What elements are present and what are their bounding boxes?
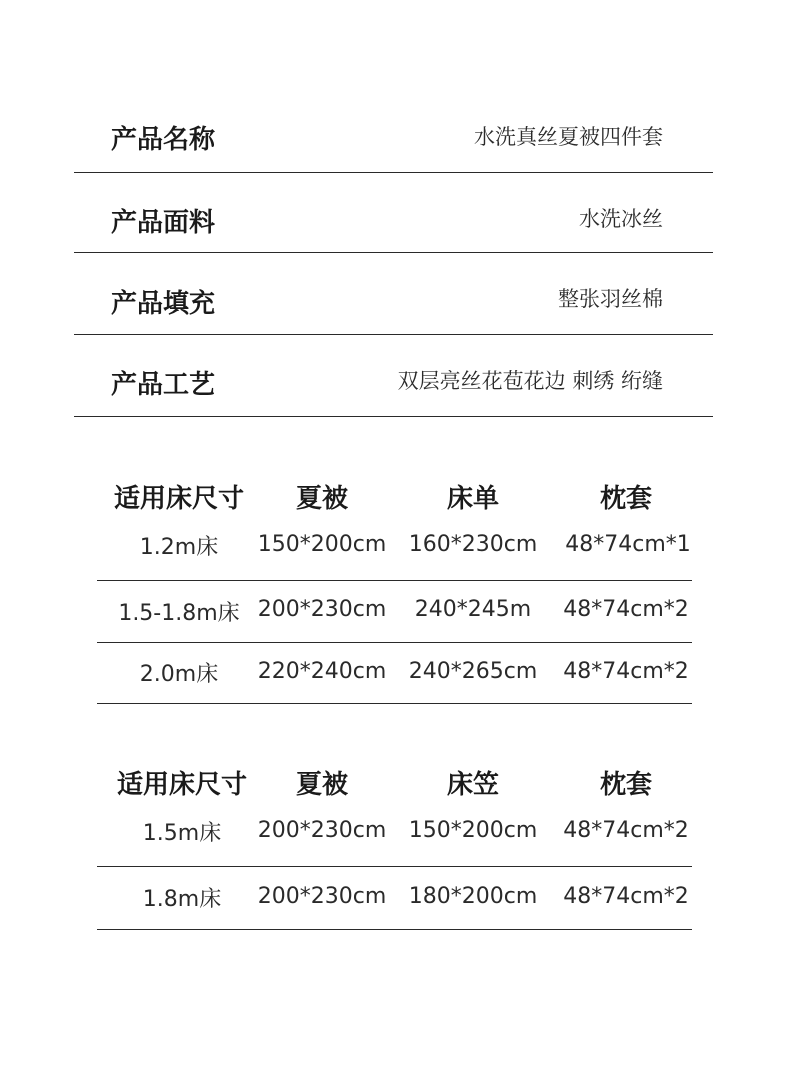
product-info-list xyxy=(74,95,713,417)
header-cell: 夏被 xyxy=(295,484,349,514)
table-cell: 150*200cm xyxy=(257,532,387,557)
info-label: 产品填充 xyxy=(111,289,216,319)
table-row xyxy=(97,814,692,867)
table-cell: 48*74cm*2 xyxy=(563,597,689,622)
table-cell: 200*230cm xyxy=(257,597,387,622)
header-cell: 床笠 xyxy=(446,770,500,800)
header-cell: 适用床尺寸 xyxy=(116,770,248,800)
table-cell: 160*230cm xyxy=(408,532,538,557)
table-cell: 48*74cm*2 xyxy=(563,818,689,843)
info-value: 整张羽丝棉 xyxy=(558,287,663,311)
info-value: 水洗冰丝 xyxy=(579,207,663,231)
header-cell: 夏被 xyxy=(295,770,349,800)
info-row-filling xyxy=(74,253,713,335)
info-value: 水洗真丝夏被四件套 xyxy=(474,125,663,149)
table-row xyxy=(97,643,692,704)
table-cell: 1.5m床 xyxy=(142,821,222,846)
table-cell: 1.5-1.8m床 xyxy=(118,601,240,626)
header-cell: 适用床尺寸 xyxy=(113,484,245,514)
table-header xyxy=(97,468,692,528)
table-row xyxy=(97,867,692,930)
info-row-craft xyxy=(74,335,713,417)
table-cell: 150*200cm xyxy=(408,818,538,843)
table-cell: 1.8m床 xyxy=(142,887,222,912)
header-cell: 枕套 xyxy=(599,484,653,514)
table-cell: 180*200cm xyxy=(408,884,538,909)
header-cell: 床单 xyxy=(446,484,500,514)
size-table-1 xyxy=(97,468,692,704)
table-cell: 48*74cm*1 xyxy=(565,532,691,557)
info-label: 产品名称 xyxy=(111,125,216,155)
table-cell: 48*74cm*2 xyxy=(563,659,689,684)
info-row-fabric xyxy=(74,173,713,253)
header-cell: 枕套 xyxy=(599,770,653,800)
table-cell: 2.0m床 xyxy=(139,662,219,687)
info-row-name xyxy=(74,95,713,173)
table-cell: 48*74cm*2 xyxy=(563,884,689,909)
info-value: 双层亮丝花苞花边 刺绣 绗缝 xyxy=(397,369,663,393)
info-label: 产品工艺 xyxy=(111,370,216,400)
table-cell: 220*240cm xyxy=(257,659,387,684)
table-cell: 1.2m床 xyxy=(139,535,219,560)
table-row xyxy=(97,581,692,643)
table-cell: 240*265cm xyxy=(408,659,538,684)
table-cell: 240*245m xyxy=(414,597,532,622)
table-row xyxy=(97,528,692,581)
table-cell: 200*230cm xyxy=(257,884,387,909)
size-table-2 xyxy=(97,754,692,930)
table-cell: 200*230cm xyxy=(257,818,387,843)
table-header xyxy=(97,754,692,814)
info-label: 产品面料 xyxy=(111,208,216,238)
